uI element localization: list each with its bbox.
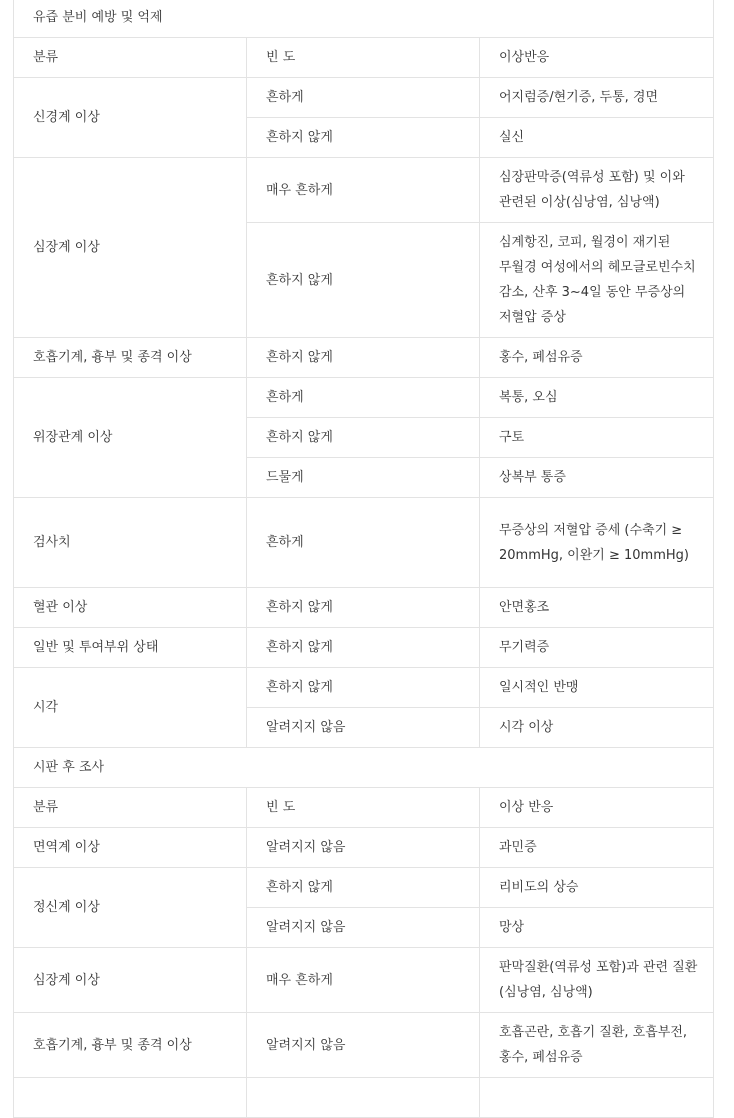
table-row	[14, 868, 714, 908]
table-row	[14, 1013, 714, 1078]
header-reaction: 이상 반응	[480, 788, 714, 828]
category-cell	[14, 1078, 247, 1118]
header-reaction: 이상반응	[480, 38, 714, 78]
reaction-cell: 심장판막증(역류성 포함) 및 이와 관련된 이상(심낭염, 심낭액)	[480, 158, 714, 223]
frequency-cell: 알려지지 않음	[247, 1013, 480, 1078]
header-frequency: 빈 도	[247, 788, 480, 828]
frequency-cell: 흔하게	[247, 78, 480, 118]
table-row	[14, 338, 714, 378]
table-row	[14, 78, 714, 118]
reaction-cell: 상복부 통증	[480, 458, 714, 498]
frequency-cell: 드물게	[247, 458, 480, 498]
frequency-cell: 흔하지 않게	[247, 223, 480, 338]
adverse-reactions-table	[13, 0, 714, 1118]
reaction-cell: 과민증	[480, 828, 714, 868]
table-row	[14, 828, 714, 868]
frequency-cell: 알려지지 않음	[247, 828, 480, 868]
reaction-cell: 실신	[480, 118, 714, 158]
section-caption: 유즙 분비 예방 및 억제	[14, 0, 714, 38]
header-frequency: 빈 도	[247, 38, 480, 78]
frequency-cell: 흔하지 않게	[247, 628, 480, 668]
reaction-cell: 망상	[480, 908, 714, 948]
frequency-cell: 흔하지 않게	[247, 668, 480, 708]
table-row	[14, 668, 714, 708]
frequency-cell: 흔하지 않게	[247, 418, 480, 458]
category-cell: 정신계 이상	[14, 868, 247, 948]
category-cell: 일반 및 투여부위 상태	[14, 628, 247, 668]
section-caption-row	[14, 0, 714, 38]
category-cell: 검사치	[14, 498, 247, 588]
table-row	[14, 158, 714, 223]
table-row	[14, 498, 714, 588]
frequency-cell: 매우 흔하게	[247, 158, 480, 223]
frequency-cell: 흔하지 않게	[247, 588, 480, 628]
header-category: 분류	[14, 788, 247, 828]
category-cell: 혈관 이상	[14, 588, 247, 628]
table-row	[14, 588, 714, 628]
reaction-cell: 시각 이상	[480, 708, 714, 748]
frequency-cell: 흔하지 않게	[247, 338, 480, 378]
table-row	[14, 948, 714, 1013]
reaction-cell: 무증상의 저혈압 증세 (수축기 ≥ 20mmHg, 이완기 ≥ 10mmHg)	[480, 498, 714, 588]
reaction-cell: 어지럼증/현기증, 두통, 경면	[480, 78, 714, 118]
reaction-cell: 안면홍조	[480, 588, 714, 628]
frequency-cell: 흔하게	[247, 498, 480, 588]
category-cell: 면역계 이상	[14, 828, 247, 868]
category-cell: 심장계 이상	[14, 948, 247, 1013]
reaction-cell: 심계항진, 코피, 월경이 재기된 무월경 여성에서의 헤모글로빈수치 감소, 산후 3~4일 동안 무증상의 저혈압 증상	[480, 223, 714, 338]
category-cell: 호흡기계, 흉부 및 종격 이상	[14, 1013, 247, 1078]
section-caption: 시판 후 조사	[14, 748, 714, 788]
section-caption-row	[14, 748, 714, 788]
frequency-cell	[247, 1078, 480, 1118]
frequency-cell: 흔하지 않게	[247, 868, 480, 908]
reaction-cell: 리비도의 상승	[480, 868, 714, 908]
reaction-cell: 무기력증	[480, 628, 714, 668]
category-cell: 신경계 이상	[14, 78, 247, 158]
table-row	[14, 1078, 714, 1118]
reaction-cell: 호흡곤란, 호흡기 질환, 호흡부전, 홍수, 폐섬유증	[480, 1013, 714, 1078]
frequency-cell: 알려지지 않음	[247, 708, 480, 748]
header-category: 분류	[14, 38, 247, 78]
frequency-cell: 알려지지 않음	[247, 908, 480, 948]
category-cell: 호흡기계, 흉부 및 종격 이상	[14, 338, 247, 378]
reaction-cell: 구토	[480, 418, 714, 458]
reaction-cell: 일시적인 반맹	[480, 668, 714, 708]
category-cell: 위장관계 이상	[14, 378, 247, 498]
frequency-cell: 매우 흔하게	[247, 948, 480, 1013]
frequency-cell: 흔하게	[247, 378, 480, 418]
table-header-row	[14, 788, 714, 828]
frequency-cell: 흔하지 않게	[247, 118, 480, 158]
reaction-cell: 복통, 오심	[480, 378, 714, 418]
reaction-cell: 홍수, 폐섬유증	[480, 338, 714, 378]
reaction-cell: 판막질환(역류성 포함)과 관련 질환(심낭염, 심낭액)	[480, 948, 714, 1013]
table-row	[14, 628, 714, 668]
table-header-row	[14, 38, 714, 78]
reaction-cell	[480, 1078, 714, 1118]
adverse-reactions-table-container	[13, 0, 713, 1118]
category-cell: 심장계 이상	[14, 158, 247, 338]
table-row	[14, 378, 714, 418]
category-cell: 시각	[14, 668, 247, 748]
